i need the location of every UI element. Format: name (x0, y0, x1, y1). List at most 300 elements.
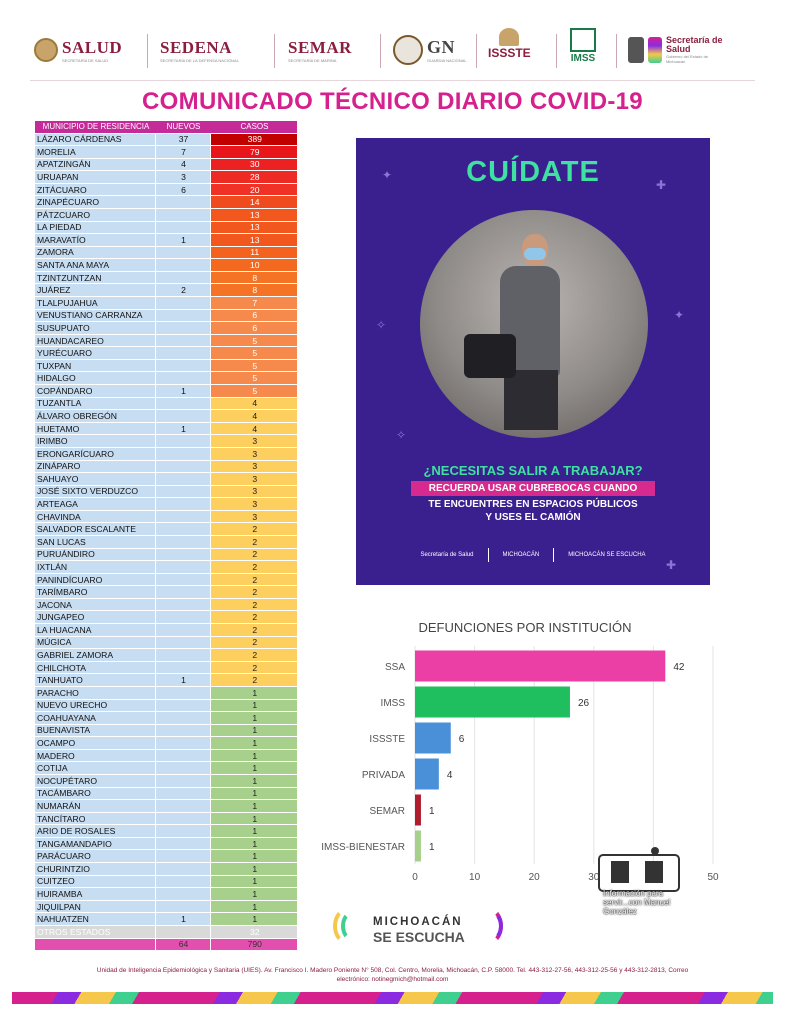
table-row (35, 234, 297, 247)
total-cases-cell: 2 (210, 661, 297, 674)
total-cases-cell: 1 (210, 875, 297, 888)
poster-text-line-3: Y USES EL CAMIÓN (485, 512, 581, 523)
new-cases-cell (155, 875, 210, 888)
new-cases-cell (155, 573, 210, 586)
sparkle-icon: ✧ (396, 428, 407, 442)
total-cases-cell: 8 (210, 284, 297, 297)
poster-heading: CUÍDATE (466, 156, 600, 188)
table-row (35, 724, 297, 737)
municipality-cell: HUANDACAREO (35, 334, 155, 347)
table-row (35, 586, 297, 599)
total-cases-cell: 1 (210, 712, 297, 725)
poster-photo-person-with-mask (420, 210, 648, 438)
municipality-cell: TUZANTLA (35, 397, 155, 410)
table-row (35, 636, 297, 649)
total-cases-cell: 3 (210, 485, 297, 498)
total-cases-cell: 2 (210, 548, 297, 561)
salud-logo (34, 30, 122, 70)
municipality-cell: TANCÍTARO (35, 812, 155, 825)
x-tick-label: 10 (469, 872, 481, 883)
total-cases-cell: 3 (210, 498, 297, 511)
municipality-cell: COAHUAYANA (35, 712, 155, 725)
sedena-logo-text: SEDENA (160, 37, 232, 57)
new-cases-cell: 4 (155, 158, 210, 171)
salud-logo-text: SALUD (62, 37, 123, 57)
data-label: 4 (446, 770, 453, 781)
municipality-cell: IRIMBO (35, 435, 155, 448)
total-cases-cell: 1 (210, 686, 297, 699)
municipality-cell: PANINDÍCUARO (35, 573, 155, 586)
total-cases-cell: 4 (210, 410, 297, 423)
footer-address: Unidad de Inteligencia Epidemiológica y Sanitaria (UIES). Av. Francisco I. Madero Poniente N° 508, Col. Centro, Morelia, Michoacán, C.P. 58000. Tel. 443-312-27-56, 443-312-25-56 y 443-312-2813, Correo (96, 967, 689, 974)
bar (415, 687, 570, 718)
municipality-cell: ZITÁCUARO (35, 183, 155, 196)
total-cases-cell: 2 (210, 598, 297, 611)
total-cases-cell: 20 (210, 183, 297, 196)
municipality-cell: HUETAMO (35, 422, 155, 435)
table-row (35, 447, 297, 460)
new-cases-cell (155, 611, 210, 624)
municipality-cell: LA HUACANA (35, 624, 155, 637)
table-row (35, 598, 297, 611)
table-row (35, 699, 297, 712)
municipality-cell: MADERO (35, 749, 155, 762)
new-cases-cell (155, 686, 210, 699)
bar (415, 795, 421, 826)
table-header-row (35, 121, 297, 133)
new-cases-cell (155, 347, 210, 360)
logo-divider (556, 34, 557, 68)
municipality-cell: MARAVATÍO (35, 234, 155, 247)
table-row (35, 347, 297, 360)
new-cases-cell (155, 762, 210, 775)
total-cases-cell: 1 (210, 863, 297, 876)
semar-logo (288, 30, 352, 70)
imss-logo (570, 28, 596, 68)
municipality-cell: TARÍMBARO (35, 586, 155, 599)
sound-arc-icon (481, 911, 503, 941)
table-row (35, 548, 297, 561)
new-cases-cell (155, 888, 210, 901)
table-row (35, 825, 297, 838)
total-cases-cell: 5 (210, 359, 297, 372)
michoacan-shield-icon (628, 37, 644, 63)
table-row (35, 510, 297, 523)
new-cases-cell (155, 636, 210, 649)
table-row (35, 208, 297, 221)
total-cases-cell: 28 (210, 171, 297, 184)
salud-logo-subtitle: SECRETARÍA DE SALUD (62, 57, 109, 63)
total-cases-cell: 1 (210, 900, 297, 913)
new-cases-cell (155, 598, 210, 611)
table-body (35, 133, 297, 951)
table-row (35, 435, 297, 448)
municipality-cell: ARTEAGA (35, 498, 155, 511)
sparkle-icon: ✦ (674, 308, 685, 322)
total-cases-cell: 2 (210, 536, 297, 549)
table-row (35, 359, 297, 372)
new-cases-cell (155, 485, 210, 498)
municipality-cell: ARIO DE ROSALES (35, 825, 155, 838)
table-row (35, 649, 297, 662)
total-cases-cell: 790 (210, 938, 297, 951)
total-cases-cell: 2 (210, 624, 297, 637)
new-cases-cell (155, 523, 210, 536)
new-cases-cell: 1 (155, 385, 210, 398)
new-cases-cell (155, 372, 210, 385)
issste-logo (488, 28, 531, 68)
table-row (35, 812, 297, 825)
new-cases-cell (155, 435, 210, 448)
municipality-cell: CHURINTZIO (35, 863, 155, 876)
x-tick-label: 0 (412, 872, 418, 883)
table-row (35, 863, 297, 876)
total-cases-cell: 6 (210, 309, 297, 322)
table-row (35, 485, 297, 498)
new-cases-cell (155, 221, 210, 234)
category-label: PRIVADA (361, 770, 405, 781)
bag-shape (464, 334, 516, 378)
municipality-cell: URUAPAN (35, 171, 155, 184)
table-row (35, 397, 297, 410)
total-cases-cell: 4 (210, 397, 297, 410)
category-label: SSA (384, 662, 405, 673)
new-cases-cell (155, 561, 210, 574)
guardia-nacional-seal-icon (393, 35, 423, 65)
new-cases-cell: 6 (155, 183, 210, 196)
municipality-cell: TUXPAN (35, 359, 155, 372)
gn-logo (393, 30, 467, 70)
municipality-cell: COTIJA (35, 762, 155, 775)
table-row (35, 385, 297, 398)
total-cases-cell: 13 (210, 208, 297, 221)
total-cases-cell: 3 (210, 473, 297, 486)
logo-divider (616, 34, 617, 68)
table-row (35, 800, 297, 813)
table-row (35, 787, 297, 800)
michoacan-salud-logo (628, 30, 728, 70)
data-label: 26 (577, 698, 590, 709)
table-row (35, 158, 297, 171)
table-row (35, 686, 297, 699)
total-cases-cell: 2 (210, 561, 297, 574)
municipality-cell: NUMARÁN (35, 800, 155, 813)
municipality-cell: GABRIEL ZAMORA (35, 649, 155, 662)
total-cases-cell: 30 (210, 158, 297, 171)
total-cases-cell: 389 (210, 133, 297, 146)
municipality-cell: JUNGAPEO (35, 611, 155, 624)
new-cases-cell (155, 548, 210, 561)
table-row (35, 888, 297, 901)
logo-divider (553, 548, 554, 562)
municipality-cell: YURÉCUARO (35, 347, 155, 360)
michoacan-se-escucha-logo (333, 901, 503, 955)
total-cases-cell: 5 (210, 334, 297, 347)
table-row (35, 837, 297, 850)
new-cases-cell: 1 (155, 913, 210, 926)
michoacan-salud-logo-subtitle: Gobierno del Estado de Michoacán (666, 54, 709, 64)
new-cases-cell (155, 309, 210, 322)
table-row (35, 611, 297, 624)
issste-logo-text: ISSSTE (488, 46, 531, 60)
poster-logo-michoacan: MICHOACÁN (502, 552, 540, 558)
imss-logo-text: IMSS (570, 53, 596, 64)
bar (415, 831, 421, 862)
table-row (35, 259, 297, 272)
municipality-cell: OTROS ESTADOS (35, 925, 155, 938)
gn-logo-text: GN (427, 37, 455, 57)
column-header-new: NUEVOS (155, 121, 210, 133)
new-cases-cell (155, 699, 210, 712)
new-cases-cell (155, 259, 210, 272)
table-row (35, 146, 297, 159)
municipality-cell: HIDALGO (35, 372, 155, 385)
municipality-cell: TANGAMANDAPIO (35, 837, 155, 850)
table-row (35, 372, 297, 385)
plus-icon: ✚ (666, 558, 677, 572)
new-cases-cell: 64 (155, 938, 210, 951)
municipality-cell: PURUÁNDIRO (35, 548, 155, 561)
municipality-cell: IXTLÁN (35, 561, 155, 574)
new-cases-cell (155, 837, 210, 850)
total-cases-cell: 3 (210, 435, 297, 448)
bar (415, 759, 439, 790)
total-cases-cell: 1 (210, 837, 297, 850)
total-cases-cell: 79 (210, 146, 297, 159)
total-cases-cell: 1 (210, 888, 297, 901)
total-cases-cell: 2 (210, 573, 297, 586)
municipality-cell: JUÁREZ (35, 284, 155, 297)
chart-title: DEFUNCIONES POR INSTITUCIÓN (418, 620, 632, 635)
table-row (35, 737, 297, 750)
table-row (35, 900, 297, 913)
total-cases-cell: 1 (210, 699, 297, 712)
x-tick-label: 30 (588, 872, 600, 883)
municipality-cell: MORELIA (35, 146, 155, 159)
municipality-cell: COPÁNDARO (35, 385, 155, 398)
municipality-cell: SALVADOR ESCALANTE (35, 523, 155, 536)
table-row (35, 334, 297, 347)
poster-logo-secretaria: Secretaría de Salud (420, 552, 474, 558)
total-cases-cell: 1 (210, 825, 297, 838)
new-cases-cell (155, 297, 210, 310)
decorative-color-stripe (12, 992, 773, 1004)
k-emblem-icon (648, 37, 662, 63)
cuidate-poster (356, 138, 710, 585)
municipality-cases-table (35, 121, 297, 951)
logo-divider (380, 34, 381, 68)
total-cases-cell: 2 (210, 636, 297, 649)
municipality-cell (35, 938, 155, 951)
new-cases-cell (155, 812, 210, 825)
total-cases-cell: 14 (210, 196, 297, 209)
data-label: 1 (428, 842, 435, 853)
municipality-cell: ZINÁPARO (35, 460, 155, 473)
issste-emblem-icon (499, 28, 519, 46)
new-cases-cell (155, 850, 210, 863)
data-label: 1 (428, 806, 435, 817)
logo-divider (274, 34, 275, 68)
new-cases-cell (155, 649, 210, 662)
table-row (35, 674, 297, 687)
sedena-logo (160, 30, 239, 70)
face-mask-shape (524, 248, 546, 260)
new-cases-cell (155, 800, 210, 813)
poster-logo-se-escucha: MICHOACÁN SE ESCUCHA (568, 552, 646, 558)
table-row (35, 850, 297, 863)
poster-text-line-2: TE ENCUENTRES EN ESPACIOS PÚBLICOS (428, 499, 638, 510)
total-cases-cell: 1 (210, 812, 297, 825)
municipality-cell: NUEVO URECHO (35, 699, 155, 712)
municipality-cell: SUSUPUATO (35, 322, 155, 335)
table-row (35, 183, 297, 196)
poster-highlight-text: RECUERDA USAR CUBREBOCAS CUANDO (411, 481, 655, 496)
new-cases-cell: 37 (155, 133, 210, 146)
new-cases-cell (155, 334, 210, 347)
sedena-logo-subtitle: SECRETARÍA DE LA DEFENSA NACIONAL (160, 57, 239, 63)
table-row (35, 196, 297, 209)
municipality-cell: LA PIEDAD (35, 221, 155, 234)
bar (415, 723, 451, 754)
total-cases-cell: 2 (210, 611, 297, 624)
page-title: COMUNICADO TÉCNICO DIARIO COVID-19 (142, 88, 643, 115)
new-cases-cell (155, 774, 210, 787)
table-row (35, 309, 297, 322)
table-row (35, 661, 297, 674)
new-cases-cell (155, 737, 210, 750)
total-cases-cell: 8 (210, 271, 297, 284)
new-cases-cell (155, 900, 210, 913)
table-row (35, 536, 297, 549)
category-label: ISSSTE (369, 734, 405, 745)
table-row (35, 498, 297, 511)
table-row (35, 875, 297, 888)
total-cases-cell: 2 (210, 586, 297, 599)
new-cases-cell (155, 498, 210, 511)
total-cases-cell: 13 (210, 221, 297, 234)
logo-divider (476, 34, 477, 68)
municipality-cell: ERONGARÍCUARO (35, 447, 155, 460)
table-row (35, 573, 297, 586)
contact-footer (30, 966, 755, 984)
municipality-cell: SAN LUCAS (35, 536, 155, 549)
new-cases-cell (155, 787, 210, 800)
new-cases-cell: 2 (155, 284, 210, 297)
sound-arc-icon (341, 911, 363, 941)
municipality-cell: CUITZEO (35, 875, 155, 888)
new-cases-cell (155, 271, 210, 284)
municipality-cell: PÁTZCUARO (35, 208, 155, 221)
new-cases-cell (155, 196, 210, 209)
sparkle-icon: ✦ (382, 168, 393, 182)
table-row (35, 271, 297, 284)
total-cases-cell: 13 (210, 234, 297, 247)
x-tick-label: 50 (707, 872, 719, 883)
gn-logo-subtitle: GUARDIA NACIONAL (427, 58, 467, 63)
total-cases-cell: 3 (210, 460, 297, 473)
total-cases-cell: 7 (210, 297, 297, 310)
table-row (35, 749, 297, 762)
footer-email: electrónico: notinegmich@hotmail.com (336, 976, 449, 983)
new-cases-cell (155, 724, 210, 737)
header-divider (30, 80, 755, 81)
municipality-cell: JIQUILPAN (35, 900, 155, 913)
total-cases-cell: 5 (210, 372, 297, 385)
category-label: IMSS (380, 698, 405, 709)
table-row (35, 410, 297, 423)
watermark-stamp (595, 845, 685, 925)
table-row (35, 460, 297, 473)
new-cases-cell (155, 410, 210, 423)
new-cases-cell: 7 (155, 146, 210, 159)
new-cases-cell (155, 208, 210, 221)
municipality-cell: OCAMPO (35, 737, 155, 750)
total-cases-cell: 10 (210, 259, 297, 272)
total-cases-cell: 1 (210, 737, 297, 750)
sparkle-icon: ✧ (376, 318, 387, 332)
category-label: SEMAR (369, 806, 405, 817)
new-cases-cell (155, 246, 210, 259)
plus-icon: ✚ (656, 178, 667, 192)
total-cases-cell: 3 (210, 447, 297, 460)
total-cases-cell: 2 (210, 649, 297, 662)
table-row (35, 473, 297, 486)
x-tick-label: 20 (528, 872, 540, 883)
total-cases-cell: 4 (210, 422, 297, 435)
brand-line-2: SE ESCUCHA (373, 929, 465, 945)
table-row (35, 133, 297, 146)
new-cases-cell (155, 863, 210, 876)
total-cases-cell: 1 (210, 850, 297, 863)
total-cases-cell: 3 (210, 510, 297, 523)
total-cases-cell: 32 (210, 925, 297, 938)
new-cases-cell (155, 661, 210, 674)
municipality-cell: SANTA ANA MAYA (35, 259, 155, 272)
table-row (35, 624, 297, 637)
new-cases-cell (155, 447, 210, 460)
poster-logos (356, 548, 710, 562)
municipality-cell: TANHUATO (35, 674, 155, 687)
category-label: IMSS-BIENESTAR (321, 842, 405, 853)
data-label: 42 (673, 662, 685, 673)
table-row (35, 762, 297, 775)
new-cases-cell: 1 (155, 674, 210, 687)
michoacan-salud-logo-text: Secretaría de Salud (666, 35, 723, 54)
new-cases-cell: 1 (155, 422, 210, 435)
municipality-cell: VENUSTIANO CARRANZA (35, 309, 155, 322)
table-row (35, 913, 297, 926)
municipality-cell: PARÁCUARO (35, 850, 155, 863)
new-cases-cell: 3 (155, 171, 210, 184)
new-cases-cell (155, 536, 210, 549)
municipality-cell: PARACHO (35, 686, 155, 699)
new-cases-cell (155, 510, 210, 523)
table-row (35, 322, 297, 335)
person-legs-shape (504, 370, 558, 430)
table-row (35, 297, 297, 310)
table-row (35, 221, 297, 234)
logo-divider (488, 548, 489, 562)
logo-divider (147, 34, 148, 68)
total-cases-cell: 1 (210, 749, 297, 762)
municipality-cell: TZINTZUNTZAN (35, 271, 155, 284)
new-cases-cell (155, 749, 210, 762)
semar-logo-subtitle: SECRETARÍA DE MARINA (288, 57, 337, 63)
poster-question: ¿NECESITAS SALIR A TRABAJAR? (423, 463, 643, 478)
new-cases-cell (155, 460, 210, 473)
total-cases-cell: 11 (210, 246, 297, 259)
column-header-cases: CASOS (210, 121, 297, 133)
